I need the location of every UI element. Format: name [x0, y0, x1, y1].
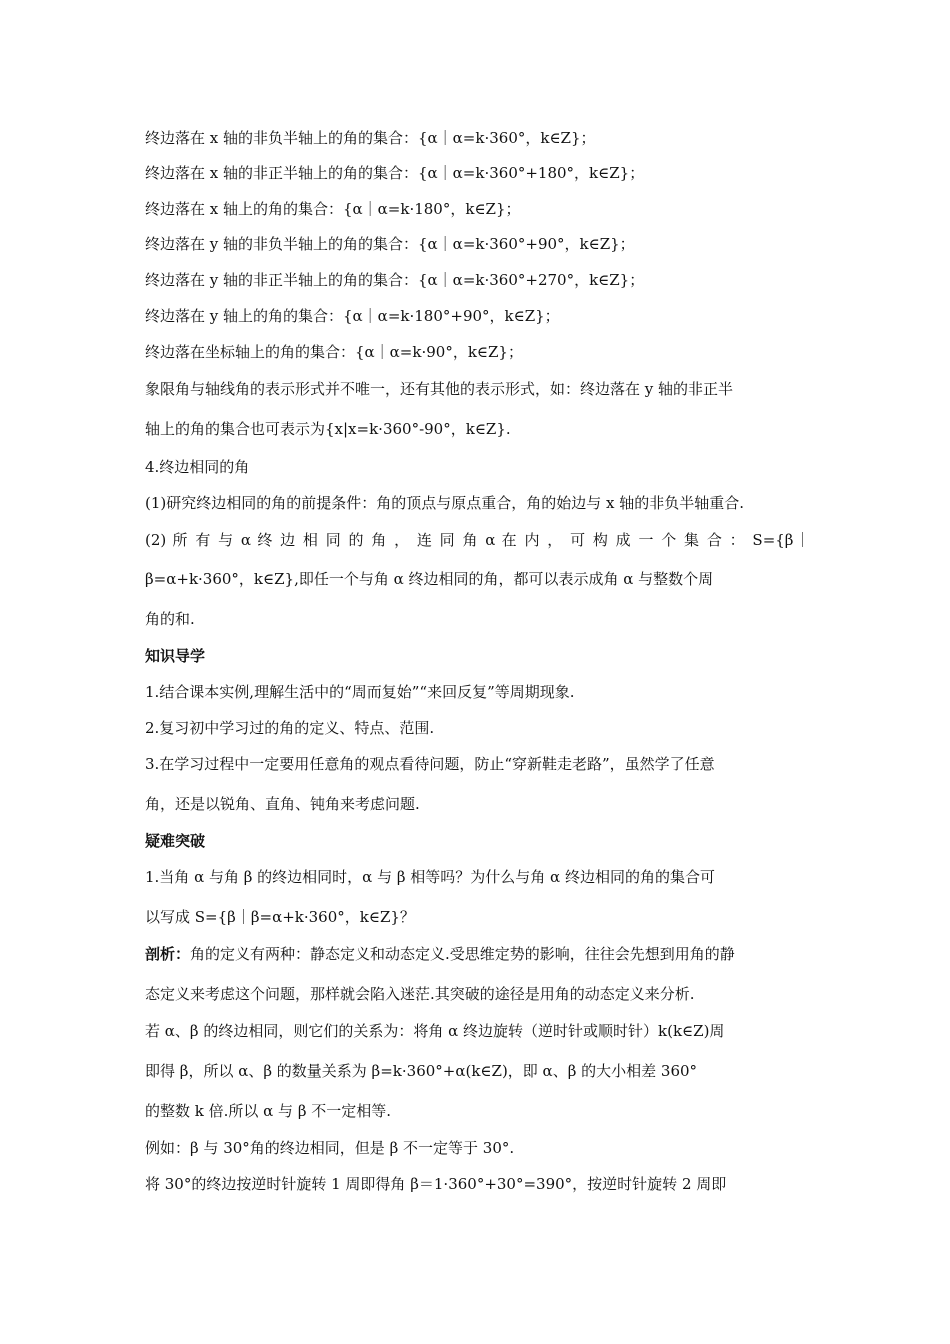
- text-line: (2) 所 有 与 α 终 边 相 同 的 角 ， 连 同 角 α 在 内 ， 可 构 成 一 个 集 合 ： S={β｜: [145, 531, 810, 549]
- text-line: 若 α、β 的终边相同，则它们的关系为：将角 α 终边旋转（逆时针或顺时针）k(k∈Z)周: [145, 1022, 725, 1040]
- text-line: 角的和.: [145, 610, 195, 628]
- text-line: 终边落在 x 轴的非负半轴上的角的集合：{α｜α=k·360°，k∈Z}；: [145, 129, 596, 147]
- text-line: 终边落在 y 轴的非负半轴上的角的集合：{α｜α=k·360°+90°，k∈Z}；: [145, 235, 635, 253]
- section-heading-zhishi-daoxue: 知识导学: [145, 647, 206, 665]
- text-line: 角，还是以锐角、直角、钝角来考虑问题.: [145, 795, 420, 813]
- text-line: 即得 β，所以 α、β 的数量关系为 β=k·360°+α(k∈Z)，即 α、β 的大小相差 360°: [145, 1062, 698, 1080]
- text-line: 的整数 k 倍.所以 α 与 β 不一定相等.: [145, 1102, 392, 1120]
- text-line: 终边落在 x 轴的非正半轴上的角的集合：{α｜α=k·360°+180°，k∈Z}；: [145, 164, 645, 182]
- analysis-text: 角的定义有两种：静态定义和动态定义.受思维定势的影响，往往会先想到用角的静: [190, 945, 735, 963]
- text-line: 将 30°的终边按逆时针旋转 1 周即得角 β＝1·360°+30°=390°，按逆时针旋转 2 周即: [145, 1175, 727, 1193]
- text-line: 态定义来考虑这个问题，那样就会陷入迷茫.其突破的途径是用角的动态定义来分析.: [145, 985, 695, 1003]
- text-line: 终边落在 x 轴上的角的集合：{α｜α=k·180°，k∈Z}；: [145, 200, 521, 218]
- section-heading: 4.终边相同的角: [145, 458, 250, 476]
- text-line: 例如：β 与 30°角的终边相同，但是 β 不一定等于 30°.: [145, 1139, 515, 1157]
- text-line: β=α+k·360°，k∈Z},即任一个与角 α 终边相同的角，都可以表示成角 α 与整数个周: [145, 570, 714, 588]
- section-heading-yinan-tupo: 疑难突破: [145, 832, 206, 850]
- text-line: 以写成 S={β｜β=α+k·360°，k∈Z}？: [145, 908, 415, 926]
- text-line: 1.结合课本实例,理解生活中的“周而复始”“来回反复”等周期现象.: [145, 683, 575, 701]
- text-line: 轴上的角的集合也可表示为{x|x=k·360°-90°，k∈Z}.: [145, 420, 511, 438]
- text-line: 1.当角 α 与角 β 的终边相同时，α 与 β 相等吗？为什么与角 α 终边相同的角的集合可: [145, 868, 715, 886]
- text-line: 3.在学习过程中一定要用任意角的观点看待问题，防止“穿新鞋走老路”，虽然学了任意: [145, 755, 715, 773]
- text-line: 2.复习初中学习过的角的定义、特点、范围.: [145, 719, 435, 737]
- text-line: [145, 943, 810, 965]
- text-line: 终边落在坐标轴上的角的集合：{α｜α=k·90°，k∈Z}；: [145, 343, 523, 361]
- text-line: 终边落在 y 轴的非正半轴上的角的集合：{α｜α=k·360°+270°，k∈Z}；: [145, 271, 645, 289]
- text-line: 象限角与轴线角的表示形式并不唯一，还有其他的表示形式，如：终边落在 y 轴的非正半: [145, 380, 734, 398]
- analysis-label: 剖析：: [145, 945, 191, 963]
- text-line: 终边落在 y 轴上的角的集合：{α｜α=k·180°+90°，k∈Z}；: [145, 307, 560, 325]
- text-line: (1)研究终边相同的角的前提条件：角的顶点与原点重合，角的始边与 x 轴的非负半轴重合.: [145, 494, 745, 512]
